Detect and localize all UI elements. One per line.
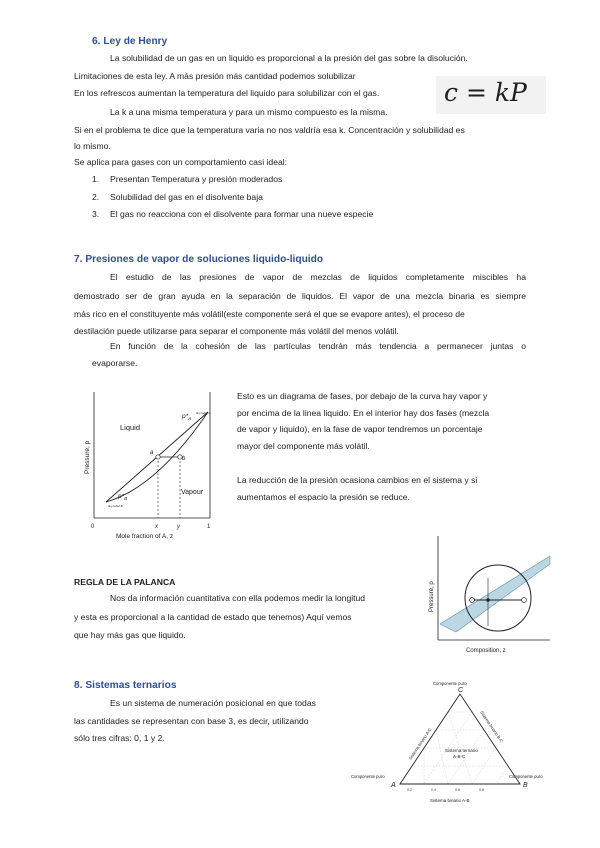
s7-p1-line: destilación puede utilizarse para separar el componente más volátil del menos volátil. xyxy=(74,326,399,336)
s6-p3: En los refrescos aumentan la temperatura del liquido para solubilizar con el gas. xyxy=(74,88,380,98)
lever-rule-figure xyxy=(426,534,554,658)
origin-label: 0 xyxy=(91,524,95,530)
x-axis-title: Mole fraction of A, z xyxy=(116,533,174,540)
s8-line: las cantidades se representan con base 3, es decir, utilizando xyxy=(74,716,309,726)
liquid-label: Liquid xyxy=(120,423,141,432)
section-6-title: 6. Ley de Henry xyxy=(92,36,168,47)
vapour-label: Vapour xyxy=(181,489,204,496)
ternary-diagram-figure xyxy=(345,678,555,810)
tiny-annotation-a: tiny label A xyxy=(196,411,211,415)
s7-p1-line: más rico en el constituyente más volátil(este componente será el que se evapore antes), el proceso de xyxy=(74,309,465,319)
s8-line: Es un sistema de numeración posicional en que todas xyxy=(110,698,316,708)
s7-p1-line: demostrado ser de gran ayuda en la separación de liquidos. El vapor de una mezcla binaria es siempre xyxy=(74,291,526,301)
left-letter: A xyxy=(391,782,396,789)
top-component-label: Componente puro xyxy=(433,681,467,686)
s6-p4: La k a una misma temperatura y para un mismo compuesto es la misma. xyxy=(110,107,388,117)
tick-label: 0.2 xyxy=(407,788,412,792)
palanca-line: Nos da información cuantitativa con ella podemos medir la longitud xyxy=(110,593,366,603)
section-8-title: 8. Sistemas ternarios xyxy=(74,680,177,691)
diagram-text-line: por encima de la linea liquido. En el interior hay dos fases (mezcla xyxy=(237,408,490,418)
s6-p5b: lo mismo. xyxy=(74,141,111,151)
palanca-title: REGLA DE LA PALANCA xyxy=(74,577,176,587)
right-component-label: Componente puro xyxy=(509,774,543,779)
bottom-binary-label: Sistema binario A-B xyxy=(430,798,470,803)
top-letter: C xyxy=(458,687,464,694)
left-binary-label: Sistema binario A-C xyxy=(407,727,433,761)
henry-formula: c = kP xyxy=(444,78,527,107)
diagram-text-line: Esto es un diagrama de fases, por debajo de la curva hay vapor y xyxy=(237,391,488,401)
tick-label: 0.8 xyxy=(479,788,484,792)
tiny-annotation-b: tiny label B xyxy=(108,504,123,508)
reduction-text-line: La reducción de la presión ocasiona cambios en el sistema y si xyxy=(237,475,478,485)
s8-line: sólo tres cifras: 0, 1 y 2. xyxy=(74,733,165,743)
tick-label: 0.4 xyxy=(431,788,436,792)
x-axis-title: Composition, z xyxy=(466,648,506,654)
b-label: b xyxy=(182,456,186,462)
point-left xyxy=(470,598,475,603)
ya-label: y xyxy=(177,524,180,530)
s7-p2-line: evaporarse. xyxy=(92,358,138,368)
s6-p6: Se aplica para gases con un comportamiento casi ideal: xyxy=(74,157,288,167)
palanca-line: que hay más gas que liquido. xyxy=(74,630,186,640)
s7-p1-line: El estudio de las presiones de vapor de mezclas de liquidos completamente miscibles ha xyxy=(110,272,526,282)
tick-label: 0.6 xyxy=(455,788,460,792)
henry-formula-box xyxy=(436,76,546,114)
diagram-text-line: de vapor y liquido), en la fase de vapor tendremos un porcentaje xyxy=(237,424,483,434)
list-item: 1. Presentan Temperatura y presión moderados xyxy=(92,174,283,184)
list-item: 2. Solubilidad del gas en el disolvente baja xyxy=(92,192,263,202)
pb-label: $p*_B$ xyxy=(118,493,128,501)
point-right xyxy=(522,598,527,603)
pa-label: $p*_A$ xyxy=(182,413,192,421)
s6-p5a: Si en el problema te dice que la temperatura varia no nos valdría esa k. Concentración y solubilidad es xyxy=(74,125,465,135)
a-label: a xyxy=(150,450,154,456)
y-axis-title: Pressure, p xyxy=(429,581,435,612)
y-axis-title: Pressure, p xyxy=(84,440,91,474)
xa-label: x xyxy=(155,524,158,530)
left-component-label: Componente puro xyxy=(351,774,385,779)
ternary-center-label-2: A-B-C xyxy=(453,754,466,759)
s7-p2-line: En función de la cohesión de las partículas tendrán más tendencia a permanecer juntas o xyxy=(110,341,526,351)
phase-diagram-figure xyxy=(86,388,226,543)
diagram-text-line: mayor del componente más volátil. xyxy=(237,441,370,451)
reduction-text-line: aumentamos el espacio la presión se reduce. xyxy=(237,492,410,502)
two-phase-band xyxy=(440,556,550,632)
s6-p1: La solubilidad de un gas en un liquido es proporcional a la presión del gas sobre la disolución. xyxy=(110,53,468,63)
point-a xyxy=(156,455,160,459)
ternary-center-label: Sistema ternario xyxy=(445,748,478,753)
one-label: 1 xyxy=(207,524,211,530)
right-letter: B xyxy=(523,782,528,789)
palanca-line: y esta es proporcional a la cantidad de estado que tenemos) Aquí vemos xyxy=(74,612,352,622)
s6-p2: Limitaciones de esta ley. A más presión más cantidad podemos solubilizar xyxy=(74,71,356,81)
list-item: 3. El gas no reacciona con el disolvente para formar una nueve especie xyxy=(92,209,374,219)
section-7-title: 7. Presiones de vapor de soluciones liquido-liquido xyxy=(74,254,324,265)
right-binary-label: Sistema binario B-C xyxy=(479,709,505,744)
